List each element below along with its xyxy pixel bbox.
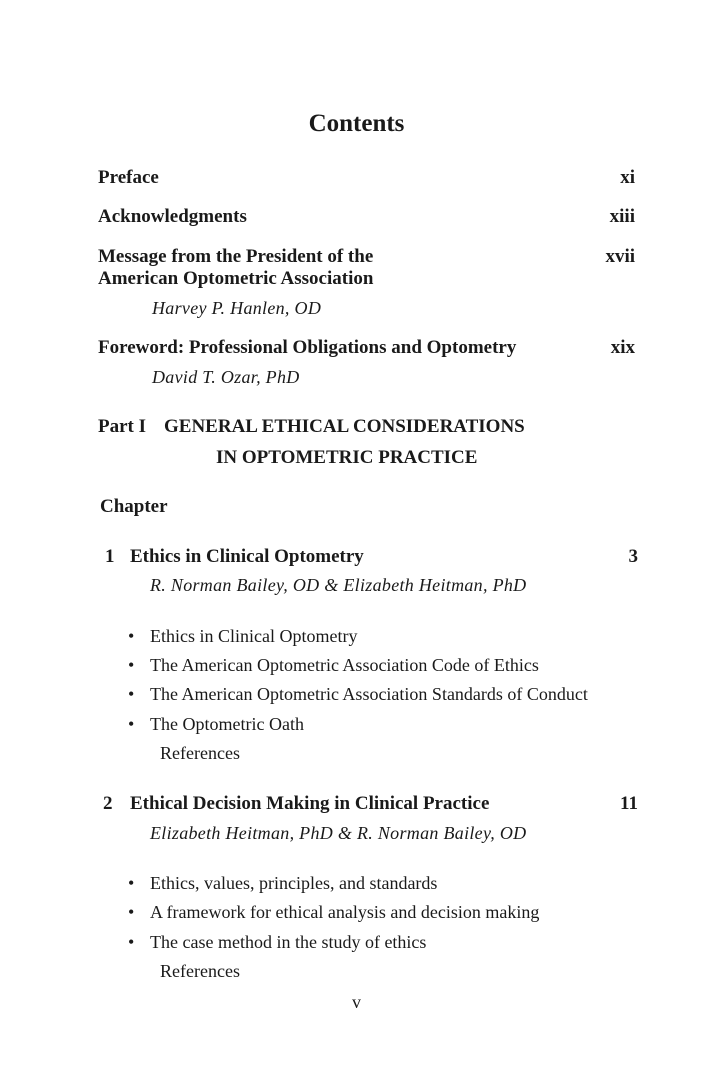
bullet-glyph: • [128,932,135,952]
toc-page-foreword: xix [610,337,635,358]
toc-author-foreword: David T. Ozar, PhD [152,367,300,387]
chapter-page-1: 3 [628,546,638,567]
part-title-line1: GENERAL ETHICAL CONSIDERATIONS [164,416,525,437]
chapter-title-2: Ethical Decision Making in Clinical Practice [130,793,490,814]
chapter-authors-2: Elizabeth Heitman, PhD & R. Norman Bailey, OD [150,823,527,843]
chapter-title-1: Ethics in Clinical Optometry [130,546,364,567]
part-label: Part I [98,416,147,437]
list-item-text: The Optometric Oath [150,714,304,734]
toc-entry-preface: Preface [98,167,159,188]
list-item [128,902,539,923]
toc-page-preface: xi [620,167,635,188]
part-title-line2: IN OPTOMETRIC PRACTICE [216,447,478,468]
toc-page-acknowledgments: xiii [609,206,635,227]
list-item [128,655,539,676]
chapter-references-2: References [160,961,240,981]
chapter-page-2: 11 [620,793,638,814]
toc-author-president-message: Harvey P. Hanlen, OD [152,298,322,318]
list-item [128,873,437,894]
list-item [128,932,426,953]
list-item-text: The American Optometric Association Standards of Conduct [150,684,588,704]
list-item-text: The case method in the study of ethics [150,932,427,952]
list-item [128,626,357,647]
chapter-number-2: 2 [103,793,113,814]
bullet-glyph: • [128,902,135,922]
toc-entry-acknowledgments: Acknowledgments [98,206,247,227]
toc-entry-foreword: Foreword: Professional Obligations and Optometry [98,337,517,358]
bullet-glyph: • [128,684,135,704]
list-item-text: Ethics in Clinical Optometry [150,626,358,646]
toc-entry-president-message-line2: American Optometric Association [98,268,374,289]
list-item [128,684,588,705]
chapter-number-1: 1 [105,546,115,567]
bullet-glyph: • [128,714,135,734]
bullet-glyph: • [128,626,135,646]
chapter-authors-1: R. Norman Bailey, OD & Elizabeth Heitman, PhD [150,575,527,595]
chapter-references-1: References [160,743,240,763]
chapter-column-label: Chapter [100,496,168,517]
toc-entry-president-message-line1: Message from the President of the [98,246,374,267]
list-item [128,714,304,735]
list-item-text: Ethics, values, principles, and standards [150,873,438,893]
toc-page-president-message: xvii [605,246,635,267]
bullet-glyph: • [128,873,135,893]
bullet-glyph: • [128,655,135,675]
page-number: v [352,992,361,1012]
list-item-text: The American Optometric Association Code of Ethics [150,655,539,675]
page-title: Contents [308,110,405,137]
list-item-text: A framework for ethical analysis and decision making [150,902,540,922]
